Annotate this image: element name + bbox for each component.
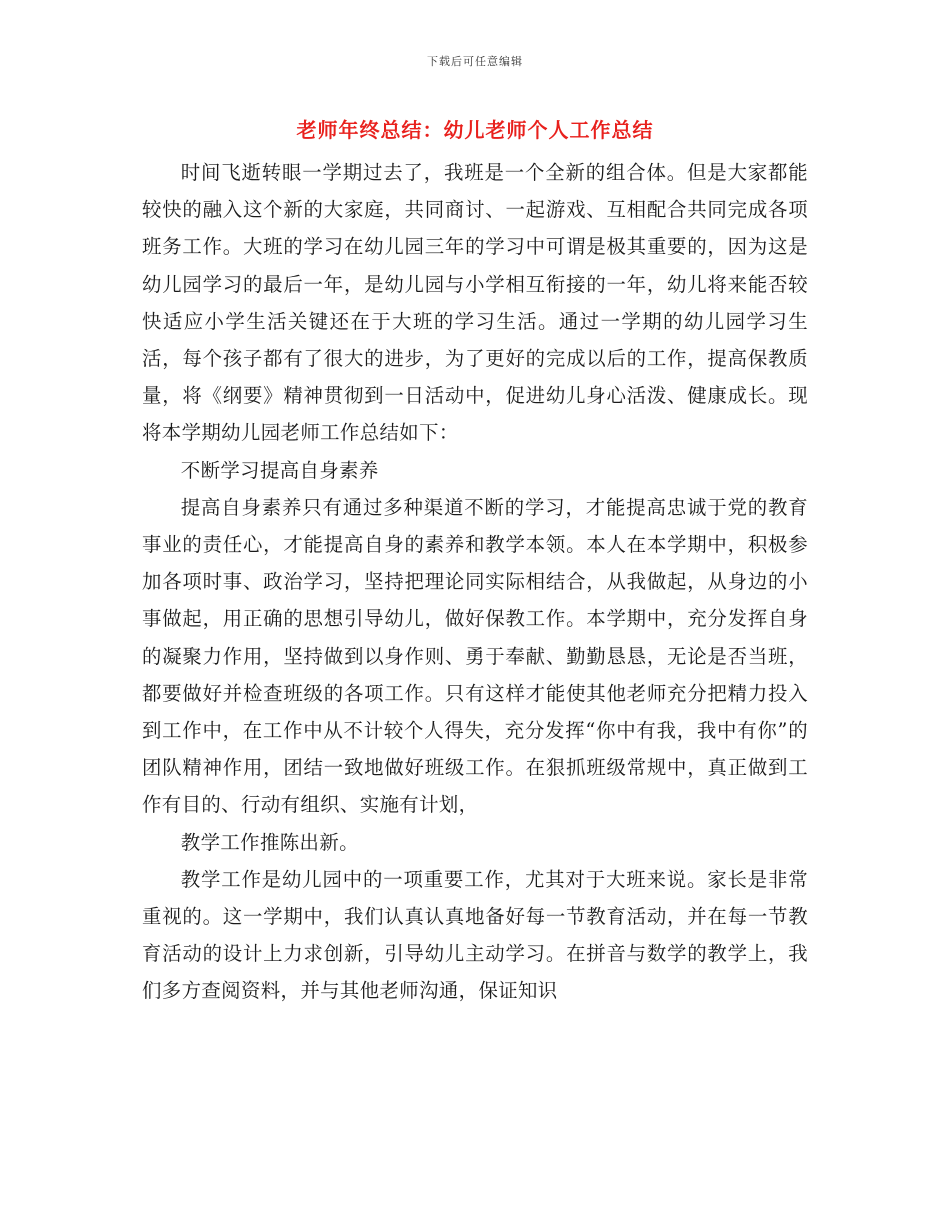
section-heading-self-improvement: 不断学习提高自身素养 xyxy=(180,458,379,482)
document-body xyxy=(142,154,808,1010)
paragraph-intro: 时间飞逝转眼一学期过去了，我班是一个全新的组合体。但是大家都能较快的融入这个新的大家庭，共同商讨、一起游戏、互相配合共同完成各项班务工作。大班的学习在幼儿园三年的学习中可谓是极其重要的，因为这是幼儿园学习的最后一年，是幼儿园与小学相互衔接的一年，幼儿将来能否较快适应小学生活关键还在于大班的学习生活。通过一学期的幼儿园学习生活，每个孩子都有了很大的进步，为了更好的完成以后的工作，提高保教质量，将《纲要》精神贯彻到一日活动中，促进幼儿身心活泼、健康成长。现将本学期幼儿园老师工作总结如下： xyxy=(142,161,808,445)
paragraph-self-improvement: 提高自身素养只有通过多种渠道不断的学习，才能提高忠诚于党的教育事业的责任心，才能提高自身的素养和教学本领。本人在本学期中，积极参加各项时事、政治学习，坚持把理论同实际相结合，从我做起，从身边的小事做起，用正确的思想引导幼儿，做好保教工作。本学期中，充分发挥自身的凝聚力作用，坚持做到以身作则、勇于奉献、勤勤恳恳，无论是否当班，都要做好并检查班级的各项工作。只有这样才能使其他老师充分把精力投入到工作中，在工作中从不计较个人得失，充分发挥“你中有我，我中有你”的团队精神作用，团结一致地做好班级工作。在狠抓班级常规中，真正做到工作有目的、行动有组织、实施有计划， xyxy=(142,495,808,817)
header-note: 下载后可任意编辑 xyxy=(427,55,523,68)
section-heading-teaching: 教学工作推陈出新。 xyxy=(180,830,359,854)
paragraph-teaching: 教学工作是幼儿园中的一项重要工作，尤其对于大班来说。家长是非常重视的。这一学期中，我们认真认真地备好每一节教育活动，并在每一节教育活动的设计上力求创新，引导幼儿主动学习。在拼音与数学的教学上，我们多方查阅资料，并与其他老师沟通，保证知识 xyxy=(142,867,808,1003)
document-title: 老师年终总结：幼儿老师个人工作总结 xyxy=(296,118,654,142)
